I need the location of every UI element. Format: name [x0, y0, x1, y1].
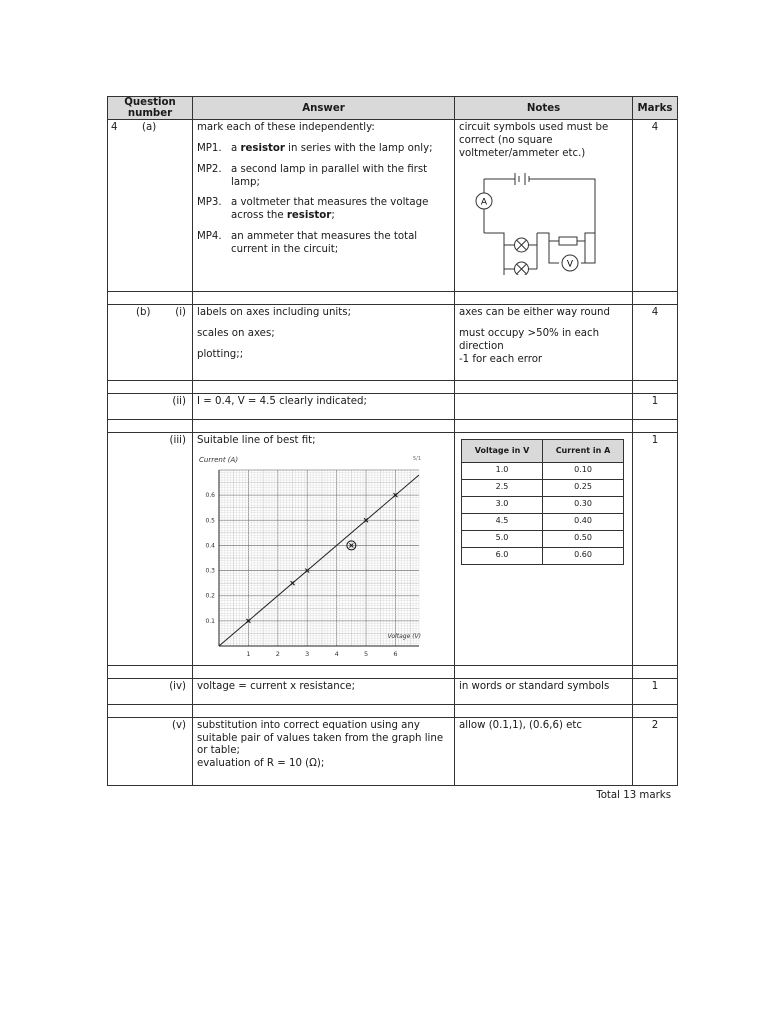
- notes-header: Notes: [455, 97, 633, 120]
- question-number: 4: [111, 122, 118, 134]
- total-marks: Total 13 marks: [596, 790, 671, 801]
- mp-text-pre: a second lamp in parallel with the first lamp;: [231, 163, 428, 188]
- mp-text-pre: a: [231, 143, 241, 155]
- answer-cell: [193, 717, 455, 785]
- marks-cell: 1: [633, 394, 678, 420]
- table-cell: 4.5: [462, 514, 543, 531]
- notes-cell: [455, 120, 633, 292]
- marks-cell: 2: [633, 717, 678, 785]
- mp-text-bold: resistor: [240, 143, 285, 155]
- x-tick-label: 6: [393, 650, 398, 659]
- ammeter-label: A: [480, 197, 488, 208]
- table-cell: 0.30: [543, 497, 624, 514]
- question-subpart: (i): [175, 307, 186, 319]
- y-tick-label: 0.5: [205, 517, 215, 525]
- mp-text: [231, 143, 450, 156]
- mp-label: MP3.: [197, 197, 222, 209]
- notes-text: circuit symbols used must be correct (no square voltmeter/ammeter etc.): [459, 122, 609, 159]
- table-row: [462, 480, 624, 497]
- table-cell: 6.0: [462, 548, 543, 565]
- row-4b-iv: [108, 678, 678, 704]
- answer-cell: [193, 433, 455, 666]
- resistor-icon: [559, 237, 577, 245]
- mp-text: [231, 197, 450, 223]
- question-cell: [108, 394, 193, 420]
- mark-scheme-table: [107, 96, 678, 786]
- answer-cell: [193, 120, 455, 292]
- question-subpart: (ii): [172, 396, 186, 408]
- table-header-current: Current in A: [543, 440, 624, 463]
- x-tick-label: 2: [275, 650, 280, 659]
- x-tick-label: 1: [246, 650, 251, 659]
- voltmeter-label: V: [566, 259, 574, 270]
- mp-label: MP4.: [197, 230, 222, 242]
- notes-line: -1 for each error: [459, 353, 543, 365]
- data-table: [461, 439, 624, 565]
- notes-cell: [455, 305, 633, 381]
- answer-cell: I = 0.4, V = 4.5 clearly indicated;: [193, 394, 455, 420]
- spacer-row: [108, 292, 678, 305]
- marks-header: Marks: [633, 97, 678, 120]
- marks-cell: 4: [633, 305, 678, 381]
- notes-cell: [455, 433, 633, 666]
- lamp-icon: [515, 238, 529, 252]
- x-tick-label: 5: [363, 650, 369, 659]
- answer-cell: [193, 305, 455, 381]
- mark-point-4: [197, 231, 450, 257]
- question-subpart: (iv): [169, 680, 186, 692]
- question-subpart: (v): [172, 719, 186, 731]
- table-header-voltage: Voltage in V: [462, 440, 543, 463]
- answer-line: evaluation of R = 10 (Ω);: [197, 758, 325, 770]
- marks-cell: 4: [633, 120, 678, 292]
- x-axis-label: Voltage (V): [387, 633, 421, 641]
- mp-text-bold: resistor: [286, 210, 332, 222]
- table-cell: 0.10: [543, 463, 624, 480]
- table-row: [462, 497, 624, 514]
- table-cell: 5.0: [462, 531, 543, 548]
- notes-line: must occupy >50% in each direction: [459, 328, 600, 352]
- table-row: [462, 531, 624, 548]
- notes-cell: in words or standard symbols: [455, 678, 633, 704]
- mp-label: MP1.: [197, 143, 222, 155]
- table-row: [462, 463, 624, 480]
- answer-cell: voltage = current x resistance;: [193, 678, 455, 704]
- marks-cell: 1: [633, 678, 678, 704]
- question-subpart: (iii): [169, 435, 186, 447]
- table-cell: 1.0: [462, 463, 543, 480]
- best-fit-graph: [197, 448, 451, 660]
- mp-label: MP2.: [197, 163, 222, 175]
- mark-point-1: [197, 143, 450, 156]
- y-tick-label: 0.3: [205, 567, 215, 575]
- answer-line: substitution into correct equation using any suitable pair of values taken from the graph line or table;: [197, 719, 444, 757]
- x-tick-label: 4: [334, 650, 339, 659]
- question-cell: [108, 120, 193, 292]
- notes-cell: [455, 394, 633, 420]
- table-cell: 0.25: [543, 480, 624, 497]
- corner-mark: 5/1: [413, 456, 422, 463]
- mp-text-post: in series with the lamp only;: [284, 143, 433, 155]
- row-4b-ii: [108, 394, 678, 420]
- answer-line: Suitable line of best fit;: [197, 435, 316, 447]
- mp-text: [231, 164, 450, 190]
- answer-line: labels on axes including units;: [197, 307, 351, 319]
- question-cell: [108, 717, 193, 785]
- y-axis-label: Current (A): [199, 456, 239, 465]
- mark-scheme: [107, 96, 677, 786]
- mark-point-3: [197, 197, 450, 223]
- lamp-icon: [515, 262, 529, 275]
- answer-intro: mark each of these independently:: [197, 122, 375, 134]
- table-cell: 0.60: [543, 548, 624, 565]
- answer-line: plotting;;: [197, 348, 244, 360]
- row-4b-v: [108, 717, 678, 785]
- mp-text: [231, 231, 450, 257]
- mp-text-pre: a voltmeter that measures the voltage across the: [231, 197, 429, 222]
- mp-text-pre: an ammeter that measures the total current in the circuit;: [231, 230, 418, 255]
- table-cell: 0.50: [543, 531, 624, 548]
- y-tick-label: 0.2: [205, 592, 215, 600]
- marks-cell: 1: [633, 433, 678, 666]
- battery-icon: [509, 173, 537, 185]
- spacer-row: [108, 420, 678, 433]
- table-row: [462, 514, 624, 531]
- row-4a: [108, 120, 678, 292]
- mp-text-post: ;: [331, 210, 335, 222]
- question-cell: [108, 678, 193, 704]
- notes-cell: allow (0.1,1), (0.6,6) etc: [455, 717, 633, 785]
- spacer-row: [108, 381, 678, 394]
- question-number-header: Question number: [108, 97, 193, 120]
- spacer-row: [108, 665, 678, 678]
- circuit-wire: [484, 179, 595, 263]
- question-part: (a): [142, 122, 157, 134]
- y-tick-label: 0.6: [205, 492, 215, 500]
- spacer-row: [108, 704, 678, 717]
- question-cell: [108, 305, 193, 381]
- row-4b-i: [108, 305, 678, 381]
- table-cell: 2.5: [462, 480, 543, 497]
- x-tick-label: 3: [305, 650, 310, 659]
- mark-point-2: [197, 164, 450, 190]
- row-4b-iii: [108, 433, 678, 666]
- table-cell: 3.0: [462, 497, 543, 514]
- circuit-wire: [484, 233, 504, 275]
- question-part: (b): [136, 307, 151, 319]
- notes-line: axes can be either way round: [459, 307, 610, 319]
- y-tick-label: 0.1: [205, 618, 215, 626]
- data-table-header: [462, 440, 624, 463]
- circuit-diagram: [459, 165, 609, 275]
- question-cell: [108, 433, 193, 666]
- table-cell: 0.40: [543, 514, 624, 531]
- header-row: [108, 97, 678, 120]
- y-tick-label: 0.4: [205, 542, 215, 550]
- answer-line: scales on axes;: [197, 328, 275, 340]
- answer-header: Answer: [193, 97, 455, 120]
- table-row: [462, 548, 624, 565]
